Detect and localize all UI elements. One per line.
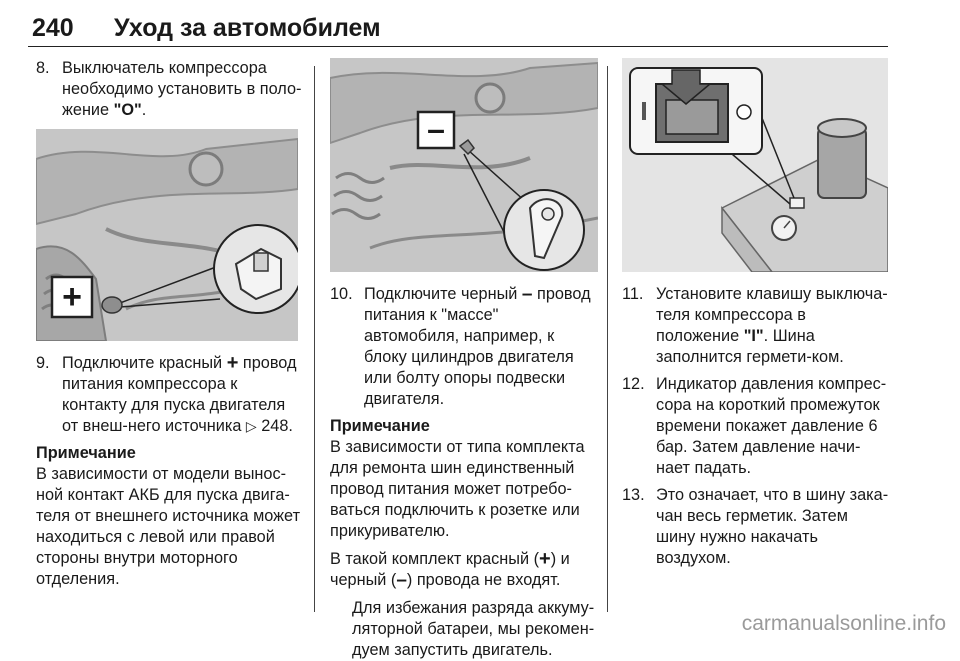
step-number: 12. bbox=[622, 375, 645, 393]
switch-position-i: "I" bbox=[743, 327, 764, 345]
column-divider-right bbox=[607, 66, 608, 612]
illustration-compressor-switch bbox=[622, 58, 888, 272]
note-wires-text bbox=[330, 549, 598, 591]
step-13 bbox=[622, 485, 890, 569]
note-wires-text-c: ) провода не входят. bbox=[406, 571, 561, 589]
step-number: 13. bbox=[622, 486, 645, 504]
step-text: Это означает, что в шину зака-чан весь герметик. Затем шину нужно накачать воздухом. bbox=[656, 486, 889, 567]
step-number: 9. bbox=[36, 354, 50, 372]
step-text bbox=[364, 284, 598, 410]
minus-label-icon: – bbox=[427, 111, 445, 147]
step-8-text-b: . bbox=[141, 101, 147, 119]
compressor-drawing bbox=[622, 58, 888, 272]
step-text bbox=[62, 58, 302, 121]
step-11 bbox=[622, 284, 890, 368]
step-number: 10. bbox=[330, 285, 353, 303]
step-10-text-a: Подключите черный bbox=[364, 285, 522, 303]
note-text: В зависимости от модели вынос-ной контакт АКБ для пуска двига-теля от внешнего источника может находиться с левой или правой стороны внутри моторного отделения. bbox=[36, 465, 301, 588]
step-10 bbox=[330, 284, 598, 410]
step-10-text-b: провод питания к "массе" автомобиля, например, к блоку цилиндров двигателя или болту опоры подвески двигателя. bbox=[364, 285, 591, 408]
column-1 bbox=[36, 58, 302, 597]
watermark: carmanualsonline.info bbox=[741, 612, 946, 635]
step-9-text-b: провод питания компрессора к контакту для пуска двигателя от внеш-него источника bbox=[62, 354, 297, 435]
minus-icon: – bbox=[396, 570, 407, 591]
engine-bay-minus-drawing bbox=[330, 58, 598, 272]
step-number: 11. bbox=[622, 285, 644, 303]
step-9-text-a: Подключите красный bbox=[62, 354, 227, 372]
note-wires-text-a: В такой комплект красный ( bbox=[330, 550, 540, 568]
note-heading: Примечание bbox=[330, 417, 430, 435]
column-2 bbox=[330, 58, 598, 661]
plus-icon: + bbox=[226, 352, 239, 374]
page-number: 240 bbox=[32, 14, 74, 42]
illustration-positive-terminal bbox=[36, 129, 298, 341]
note-text: В зависимости от типа комплекта для ремонта шин единственный провод питания может потребо-ваться подключить к розетке или прикуривателю. bbox=[330, 438, 585, 540]
step-9 bbox=[36, 353, 302, 437]
minus-icon: – bbox=[521, 284, 533, 305]
column-divider-left bbox=[314, 66, 315, 612]
page-title: Уход за автомобилем bbox=[114, 14, 381, 42]
page-reference-icon: ▷ bbox=[245, 418, 257, 434]
step-text bbox=[62, 353, 302, 437]
step-11-text-a: Установите клавишу выключа-теля компрессора в положение bbox=[656, 285, 888, 345]
illustration-ground-terminal bbox=[330, 58, 598, 272]
step-11-text-b: . Шина заполнится гермети-ком. bbox=[656, 327, 844, 366]
step-8-text-a: Выключатель компрессора необходимо установить в поло-жение bbox=[62, 59, 302, 119]
page-reference-link[interactable]: 248 bbox=[261, 417, 289, 435]
step-number: 8. bbox=[36, 59, 50, 77]
column-3 bbox=[622, 58, 890, 569]
step-text bbox=[656, 284, 890, 368]
step-text: Индикатор давления компрес-сора на короткий промежуток времени покажет давление 6 бар. Затем давление начи-нает падать. bbox=[656, 375, 887, 477]
step-8 bbox=[36, 58, 302, 121]
plus-label-icon: + bbox=[62, 278, 82, 316]
page-header bbox=[28, 6, 888, 47]
step-9-text-c: . bbox=[288, 417, 293, 435]
switch-position-o: "O" bbox=[113, 101, 142, 119]
note-wires-text-b: ) и черный ( bbox=[330, 550, 570, 589]
battery-advice-text: Для избежания разряда аккуму-ляторной батареи, мы рекомен-дуем запустить двигатель. bbox=[352, 599, 595, 659]
note-heading: Примечание bbox=[36, 444, 136, 462]
plus-icon: + bbox=[539, 548, 551, 570]
step-12 bbox=[622, 374, 890, 479]
